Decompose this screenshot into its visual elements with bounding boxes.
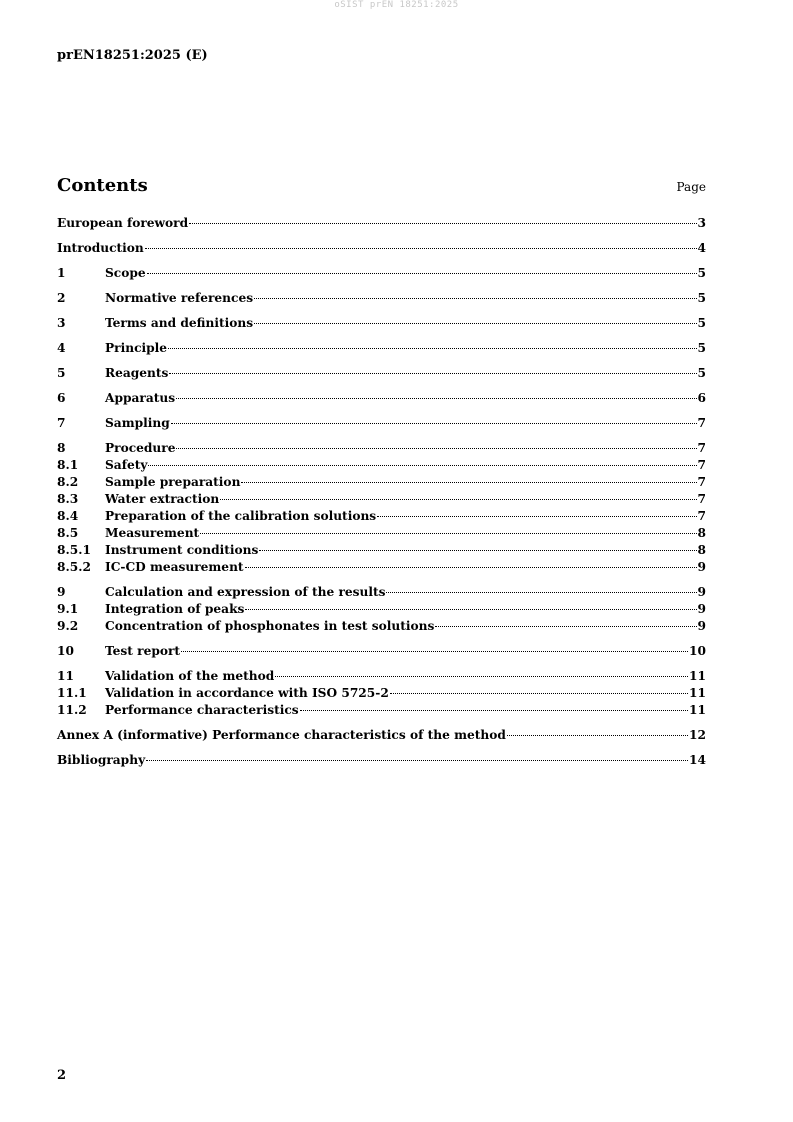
toc-entry-safety[interactable] [57,457,706,474]
toc-number: 1 [57,266,66,280]
toc-title: Principle [105,341,168,355]
toc-title: Bibliography [57,753,146,767]
dot-leader [181,651,688,652]
toc-page: 7 [697,492,706,506]
table-of-contents [57,215,706,769]
dot-leader [145,248,697,249]
toc-entry-validation[interactable] [57,668,706,685]
toc-page: 9 [697,560,706,574]
dot-leader [169,373,696,374]
toc-number: 8.5.2 [57,560,91,574]
toc-page: 11 [689,669,706,683]
toc-number: 9.2 [57,619,79,633]
toc-entry-introduction[interactable] [57,240,706,257]
toc-entry-principle[interactable] [57,340,706,357]
toc-title: Validation of the method [105,669,275,683]
document-id: prEN18251:2025 (E) [57,48,208,63]
dot-leader [171,423,697,424]
dot-leader [200,533,696,534]
toc-page: 5 [697,341,706,355]
page-number: 2 [57,1068,67,1083]
toc-entry-instrument-conditions[interactable] [57,542,706,559]
dot-leader [147,273,697,274]
toc-title: Calculation and expression of the results [105,585,386,599]
toc-page: 6 [697,391,706,405]
toc-entry-annex-a[interactable] [57,727,706,744]
page-column-label: Page [676,180,706,194]
toc-number: 9 [57,585,66,599]
toc-title: Terms and definitions [105,316,254,330]
toc-entry-european-foreword[interactable] [57,215,706,232]
dot-leader [435,626,696,627]
toc-title: Test report [105,644,181,658]
toc-title: Safety [105,458,148,472]
toc-entry-procedure[interactable] [57,440,706,457]
dot-leader [148,465,696,466]
toc-entry-sampling[interactable] [57,415,706,432]
toc-title: Validation in accordance with ISO 5725-2 [105,686,389,700]
toc-entry-scope[interactable] [57,265,706,282]
toc-entry-integration-of-peaks[interactable] [57,601,706,618]
toc-number: 7 [57,416,66,430]
toc-title: Instrument conditions [105,543,259,557]
toc-page: 14 [689,753,706,767]
toc-title: Reagents [105,366,169,380]
toc-page: 9 [697,619,706,633]
toc-page: 11 [689,703,706,717]
toc-page: 7 [697,475,706,489]
toc-title: Concentration of phosphonates in test solutions [105,619,435,633]
toc-page: 5 [697,266,706,280]
toc-entry-normative-references[interactable] [57,290,706,307]
toc-title: Scope [105,266,146,280]
toc-number: 8.5.1 [57,543,91,557]
toc-page: 8 [697,543,706,557]
toc-title: Integration of peaks [105,602,245,616]
contents-header [57,172,706,200]
toc-page: 12 [689,728,706,742]
toc-entry-validation-iso[interactable] [57,685,706,702]
toc-entry-reagents[interactable] [57,365,706,382]
dot-leader [254,298,696,299]
dot-leader [245,567,697,568]
toc-page: 9 [697,585,706,599]
dot-leader [254,323,696,324]
toc-title: Performance characteristics [105,703,299,717]
toc-page: 5 [697,316,706,330]
toc-page: 5 [697,366,706,380]
toc-title: Measurement [105,526,200,540]
toc-number: 5 [57,366,66,380]
dot-leader [168,348,696,349]
toc-title: Normative references [105,291,254,305]
toc-number: 4 [57,341,66,355]
dot-leader [377,516,696,517]
toc-number: 8.5 [57,526,79,540]
toc-entry-sample-preparation[interactable] [57,474,706,491]
toc-number: 9.1 [57,602,79,616]
toc-entry-measurement[interactable] [57,525,706,542]
toc-number: 11.1 [57,686,87,700]
toc-title: Apparatus [105,391,176,405]
dot-leader [245,609,696,610]
toc-title: Sampling [105,416,170,430]
toc-number: 8.3 [57,492,79,506]
toc-number: 2 [57,291,66,305]
toc-page: 4 [697,241,706,255]
contents-title: Contents [57,175,148,196]
toc-page: 9 [697,602,706,616]
toc-entry-ic-cd-measurement[interactable] [57,559,706,576]
toc-number: 11.2 [57,703,87,717]
toc-title: Procedure [105,441,176,455]
toc-page: 3 [697,216,706,230]
dot-leader [241,482,696,483]
toc-entry-water-extraction[interactable] [57,491,706,508]
toc-entry-performance-characteristics[interactable] [57,702,706,719]
toc-page: 7 [697,416,706,430]
dot-leader [176,448,696,449]
toc-page: 7 [697,458,706,472]
toc-entry-terms-and-definitions[interactable] [57,315,706,332]
toc-entry-concentration[interactable] [57,618,706,635]
toc-title: Water extraction [105,492,220,506]
toc-title: European foreword [57,216,189,230]
toc-entry-test-report[interactable] [57,643,706,660]
toc-page: 11 [689,686,706,700]
dot-leader [176,398,696,399]
toc-entry-calibration-solutions[interactable] [57,508,706,525]
toc-entry-bibliography[interactable] [57,752,706,769]
toc-title: Annex A (informative) Performance characteristics of the method [57,728,506,742]
dot-leader [390,693,688,694]
toc-page: 10 [689,644,706,658]
toc-title: Preparation of the calibration solutions [105,509,377,523]
watermark: oSIST prEN 18251:2025 [334,0,459,10]
toc-number: 11 [57,669,74,683]
toc-number: 8.1 [57,458,79,472]
toc-title: IC-CD measurement [105,560,244,574]
dot-leader [300,710,688,711]
dot-leader [386,592,696,593]
dot-leader [220,499,696,500]
toc-entry-calculation[interactable] [57,584,706,601]
toc-number: 8 [57,441,66,455]
toc-page: 7 [697,441,706,455]
toc-number: 3 [57,316,66,330]
dot-leader [189,223,696,224]
toc-number: 6 [57,391,66,405]
toc-entry-apparatus[interactable] [57,390,706,407]
dot-leader [275,676,688,677]
toc-number: 8.4 [57,509,79,523]
toc-title: Sample preparation [105,475,241,489]
toc-page: 5 [697,291,706,305]
dot-leader [146,760,688,761]
toc-title: Introduction [57,241,144,255]
dot-leader [259,550,696,551]
toc-number: 8.2 [57,475,79,489]
dot-leader [507,735,688,736]
toc-number: 10 [57,644,74,658]
toc-page: 7 [697,509,706,523]
toc-page: 8 [697,526,706,540]
